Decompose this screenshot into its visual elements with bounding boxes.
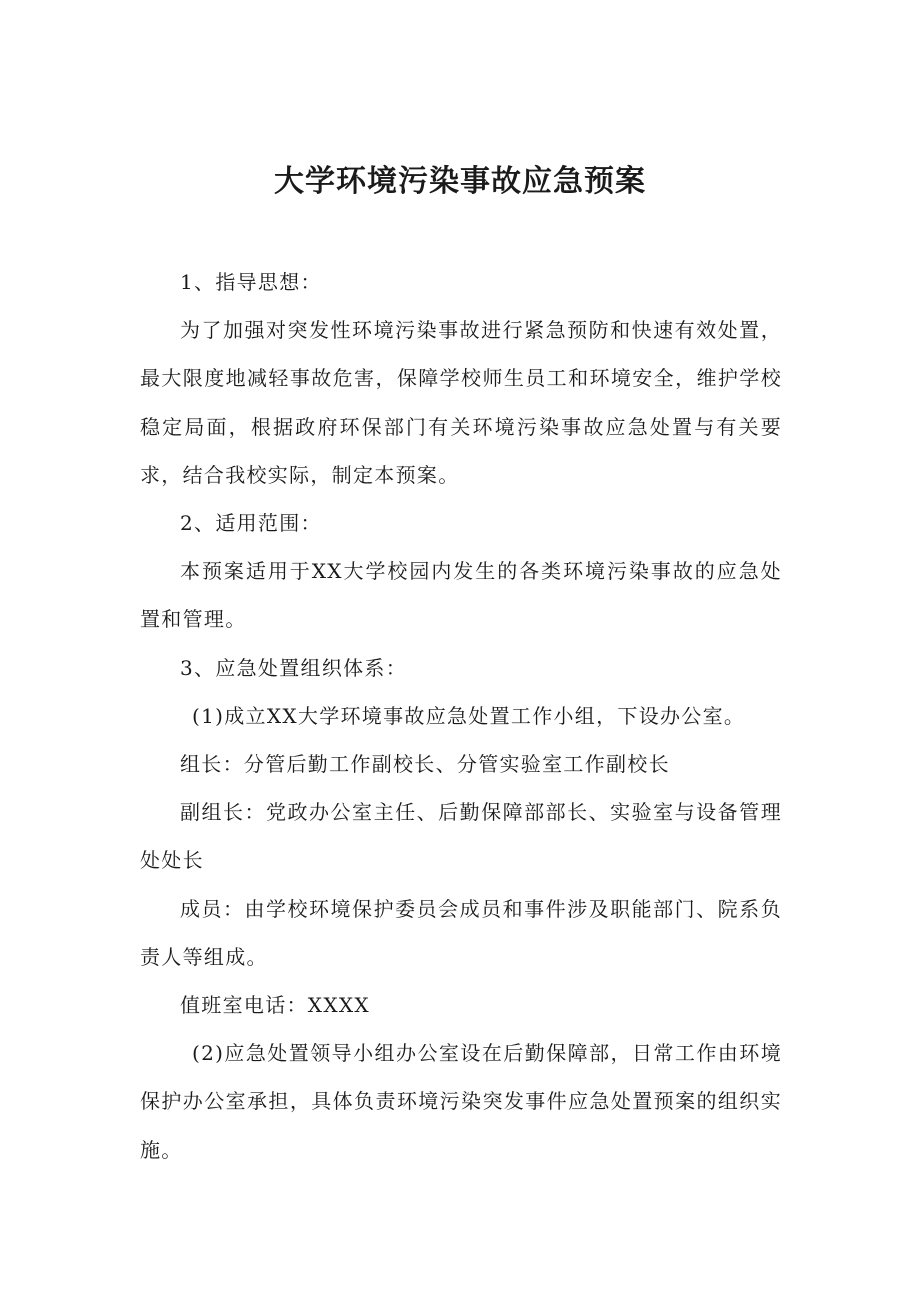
paragraph-item-1: (1)成立XX大学环境事故应急处置工作小组，下设办公室。 [192,703,746,728]
document-body [140,258,782,1174]
paragraph-members: 成员：由学校环境保护委员会成员和事件涉及职能部门、院系负责人等组成。 [140,896,782,969]
section-heading-guiding-ideology: 1、指导思想： [180,270,322,294]
paragraph-deputy-leader: 副组长：党政办公室主任、后勤保障部部长、实验室与设备管理处处长 [140,800,782,873]
paragraph-duty-phone: 值班室电话：XXXX [180,993,370,1018]
paragraph-scope: 本预案适用于XX大学校园内发生的各类环境污染事故的应急处置和管理。 [140,559,782,632]
paragraph-purpose: 为了加强对突发性环境污染事故进行紧急预防和快速有效处置，最大限度地减轻事故危害，保障学校师生员工和环境安全，维护学校稳定局面，根据政府环保部门有关环境污染事故应急处置与有关要求，结合我校实际，制定本预案。 [140,318,782,487]
section-heading-organization: 3、应急处置组织体系： [180,655,408,680]
paragraph-leader: 组长：分管后勤工作副校长、分管实验室工作副校长 [180,752,670,777]
section-heading-scope: 2、适用范围： [180,511,322,536]
document-title: 大学环境污染事故应急预案 [274,164,646,199]
paragraph-item-2: (2)应急处置领导小组办公室设在后勤保障部，日常工作由环境保护办公室承担，具体负责环境污染突发事件应急处置预案的组织实施。 [140,1041,782,1162]
